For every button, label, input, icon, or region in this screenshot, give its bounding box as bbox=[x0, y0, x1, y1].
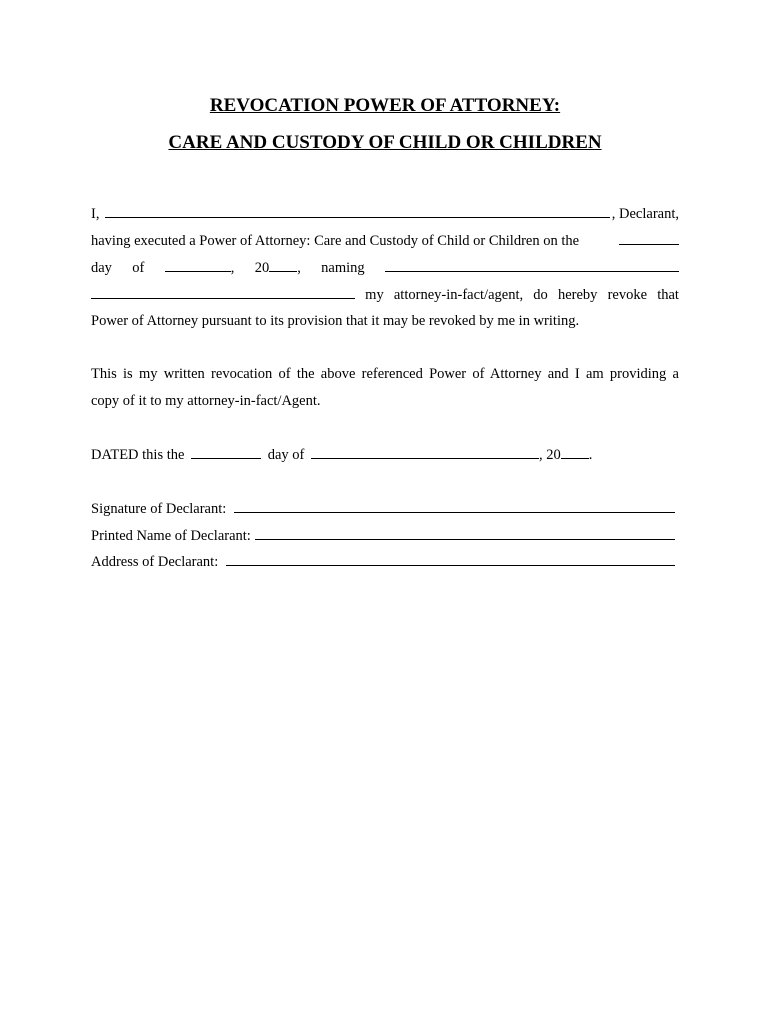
para1-line2 bbox=[91, 231, 679, 250]
address-blank[interactable] bbox=[226, 552, 675, 566]
year-prefix: 20 bbox=[254, 260, 270, 276]
dated-day-of: day of bbox=[267, 447, 305, 463]
line4-word-do: do bbox=[533, 287, 548, 303]
address-row bbox=[91, 552, 677, 571]
line4-word-my: my bbox=[365, 287, 384, 303]
declarant-name-blank[interactable] bbox=[105, 204, 609, 218]
dated-year-prefix: , 20 bbox=[538, 447, 561, 463]
document-title: REVOCATION POWER OF ATTORNEY: bbox=[209, 95, 561, 116]
line4-word-hereby: hereby bbox=[557, 287, 598, 303]
executed-year-blank[interactable] bbox=[269, 258, 297, 272]
signature-blank[interactable] bbox=[234, 499, 675, 513]
document-subtitle: CARE AND CUSTODY OF CHILD OR CHILDREN bbox=[168, 132, 602, 153]
para2-line1: This is my written revocation of the above referenced Power of Attorney and I am providing a bbox=[91, 366, 679, 382]
agent-name-blank-2[interactable] bbox=[91, 285, 355, 299]
declarant-intro: I, bbox=[91, 206, 100, 222]
day-label: day bbox=[91, 260, 112, 276]
printed-name-row bbox=[91, 526, 677, 545]
month-comma: , bbox=[230, 260, 235, 276]
year-comma: , bbox=[297, 260, 301, 276]
printed-name-label: Printed Name of Declarant: bbox=[91, 528, 251, 544]
dated-month-blank[interactable] bbox=[311, 445, 539, 459]
dated-prefix: DATED this the bbox=[91, 447, 185, 463]
dated-year-blank[interactable] bbox=[561, 445, 589, 459]
para1-line1 bbox=[91, 204, 679, 223]
signature-row bbox=[91, 499, 677, 518]
dated-end: . bbox=[588, 447, 593, 463]
line4-word-that: that bbox=[657, 287, 679, 303]
year-group bbox=[255, 258, 301, 277]
para1-line2-text: having executed a Power of Attorney: Care and Custody of Child or Children on the bbox=[91, 233, 580, 249]
para2-line2: copy of it to my attorney-in-fact/Agent. bbox=[91, 393, 321, 409]
line4-word-attorney: attorney-in-fact/agent, bbox=[393, 287, 524, 303]
naming-label: naming bbox=[321, 260, 365, 276]
para1-line5: Power of Attorney pursuant to its provision that it may be revoked by me in writing. bbox=[91, 313, 580, 329]
of-label: of bbox=[132, 260, 145, 276]
address-label: Address of Declarant: bbox=[91, 554, 219, 570]
month-group bbox=[165, 258, 235, 277]
executed-day-blank[interactable] bbox=[619, 231, 679, 245]
signature-label: Signature of Declarant: bbox=[91, 501, 227, 517]
declarant-suffix: , Declarant, bbox=[611, 206, 679, 222]
agent-name-blank-1[interactable] bbox=[385, 258, 679, 272]
para1-line3 bbox=[91, 258, 679, 277]
dated-line bbox=[91, 445, 679, 464]
printed-name-blank[interactable] bbox=[255, 526, 675, 540]
dated-day-blank[interactable] bbox=[191, 445, 261, 459]
line4-word-revoke: revoke bbox=[607, 287, 648, 303]
para1-line4 bbox=[91, 285, 679, 304]
executed-month-blank[interactable] bbox=[165, 258, 231, 272]
